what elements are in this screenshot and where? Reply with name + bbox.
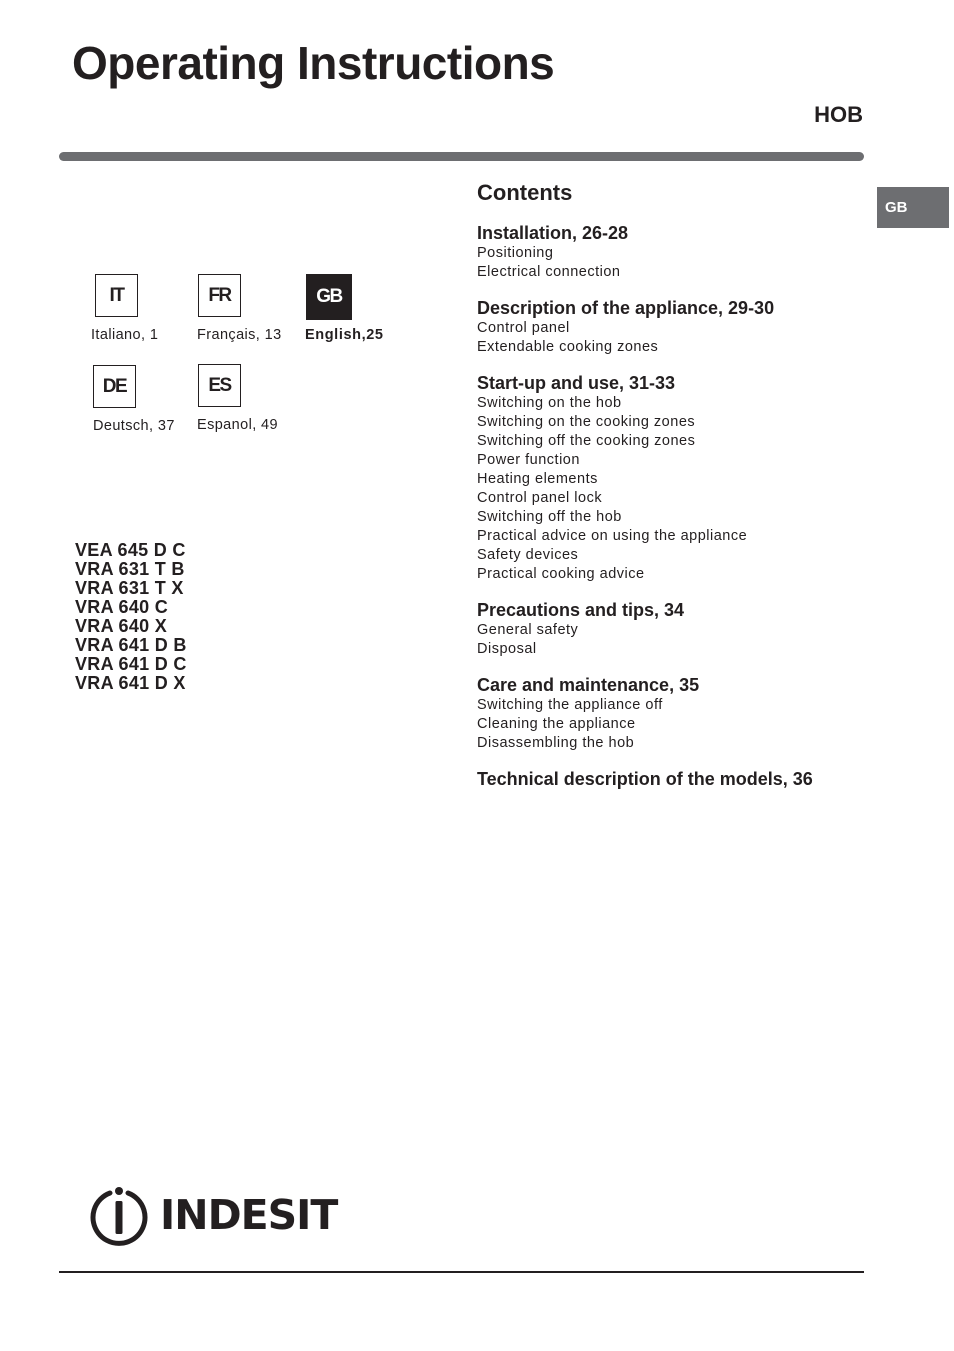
indesit-i-logo-icon (88, 1183, 150, 1247)
contents-section-precautions (477, 599, 867, 659)
language-fr[interactable] (197, 274, 282, 343)
section-item[interactable]: Control panel (477, 320, 570, 336)
product-type: HOB (814, 102, 863, 127)
language-it[interactable] (91, 274, 158, 343)
model-item: VRA 641 D X (75, 673, 186, 693)
section-title[interactable]: Precautions and tips, 34 (477, 600, 685, 620)
section-item[interactable]: Disassembling the hob (477, 735, 635, 751)
model-item: VRA 640 X (75, 616, 168, 636)
language-side-tab: GB (877, 187, 949, 228)
language-code-box: IT (95, 274, 138, 317)
section-item[interactable]: Switching on the cooking zones (477, 414, 696, 430)
language-code-box: ES (198, 364, 241, 407)
language-label-active: English,25 (305, 327, 384, 343)
model-list (75, 541, 187, 693)
section-title[interactable]: Technical description of the models, 36 (477, 769, 813, 789)
contents-section-care (477, 674, 867, 753)
section-item[interactable]: Practical advice on using the appliance (477, 528, 748, 544)
model-item: VRA 640 C (75, 597, 169, 617)
header-divider (59, 152, 864, 161)
section-item[interactable]: Safety devices (477, 547, 579, 563)
section-item[interactable]: Switching on the hob (477, 395, 622, 411)
table-of-contents (477, 180, 867, 805)
section-item[interactable]: Extendable cooking zones (477, 339, 659, 355)
section-title[interactable]: Care and maintenance, 35 (477, 675, 700, 695)
language-code-box: DE (93, 365, 136, 408)
section-item[interactable]: General safety (477, 622, 579, 638)
section-item[interactable]: Positioning (477, 245, 554, 261)
language-de[interactable] (93, 365, 175, 434)
brand-wordmark: INDESIT (160, 1191, 338, 1239)
section-item[interactable]: Power function (477, 452, 580, 468)
section-item[interactable]: Disposal (477, 641, 537, 657)
contents-section-startup (477, 372, 867, 584)
language-label: Italiano, 1 (91, 327, 159, 343)
section-item[interactable]: Control panel lock (477, 490, 603, 506)
section-item[interactable]: Electrical connection (477, 264, 621, 280)
section-title[interactable]: Installation, 26-28 (477, 223, 629, 243)
page-title: Operating Instructions (72, 37, 555, 89)
model-item: VRA 641 D B (75, 635, 187, 655)
section-item[interactable]: Heating elements (477, 471, 598, 487)
section-item[interactable]: Cleaning the appliance (477, 716, 636, 732)
section-title[interactable]: Description of the appliance, 29-30 (477, 298, 775, 318)
contents-section-description (477, 297, 867, 357)
language-code-box: FR (198, 274, 241, 317)
model-item: VRA 631 T B (75, 559, 185, 579)
brand-logo (88, 1183, 337, 1247)
language-es[interactable] (197, 364, 278, 433)
section-item[interactable]: Switching off the hob (477, 509, 622, 525)
section-item[interactable]: Practical cooking advice (477, 566, 645, 582)
model-item: VRA 641 D C (75, 654, 187, 674)
contents-section-technical (477, 768, 867, 790)
language-label: Français, 13 (197, 327, 282, 343)
section-title[interactable]: Start-up and use, 31-33 (477, 373, 676, 393)
footer-divider (59, 1271, 864, 1273)
language-gb[interactable] (305, 274, 384, 343)
model-item: VRA 631 T X (75, 578, 184, 598)
contents-heading: Contents (477, 180, 573, 205)
model-item: VEA 645 D C (75, 540, 186, 560)
section-item[interactable]: Switching the appliance off (477, 697, 663, 713)
language-code-box-active: GB (306, 274, 352, 320)
language-label: Deutsch, 37 (93, 418, 175, 434)
section-item[interactable]: Switching off the cooking zones (477, 433, 696, 449)
language-label: Espanol, 49 (197, 417, 278, 433)
contents-section-installation (477, 222, 867, 282)
